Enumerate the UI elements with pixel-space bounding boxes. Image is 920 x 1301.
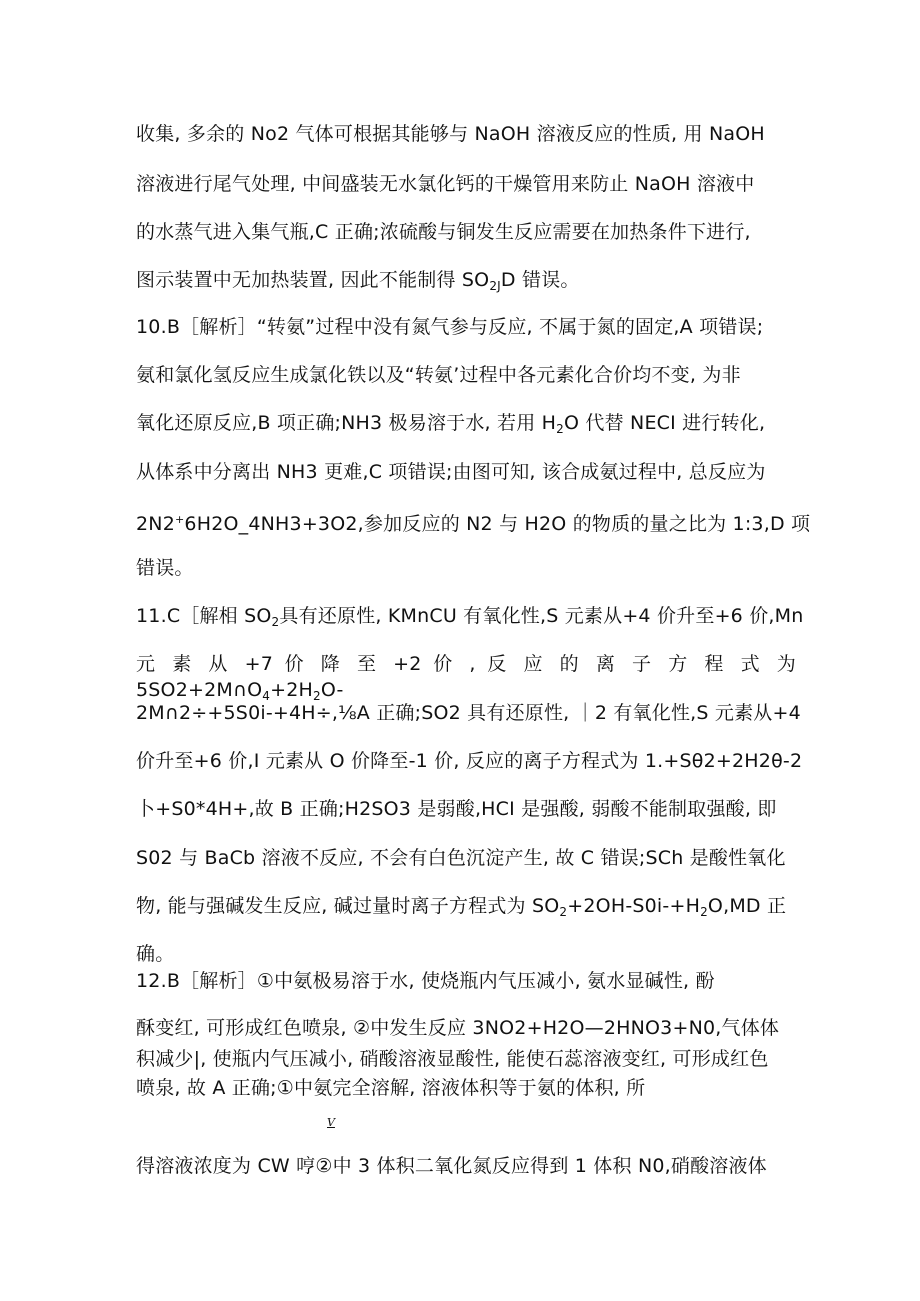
text-line <box>136 893 796 925</box>
text-line <box>136 1015 796 1041</box>
text-segment: D 错误。 <box>500 269 580 291</box>
text-segment: 6H2O_4NH3+3O2,参加反应的 N2 与 H2O 的物质的量之比为 1:3,D 项 <box>184 513 811 535</box>
text-segment: 错误。 <box>136 557 194 579</box>
text-segment: 具有还原性, KMnCU 有氧化性,S 元素从+4 价升至+6 价,Mn <box>279 605 804 627</box>
text-segment: 氧化还原反应,B 项正确;NH3 极易溶于水, 若用 H <box>136 412 557 434</box>
text-line <box>136 845 796 871</box>
subscript: 2 <box>559 905 568 919</box>
text-line <box>136 1075 796 1101</box>
text-segment: 收集, 多余的 No2 气体可根据其能够与 NaOH 溶液反应的性质, 用 NaOH <box>136 123 765 145</box>
text-segment: 10.B［解析］“转氨”过程中没有氮气参与反应, 不属于氮的固定,A 项错误; <box>136 316 764 338</box>
text-line <box>136 121 796 147</box>
text-segment: 元 素 从 +7 价 降 至 +2 价 , 反 应 的 离 子 方 程 式 为 5SO2+2M∩O <box>136 653 796 701</box>
text-line <box>136 968 796 994</box>
text-segment: +2H <box>270 679 314 701</box>
subscript: 2 <box>313 689 321 703</box>
text-line <box>136 219 796 245</box>
text-segment: 得溶液浓度为 CW 哼②中 3 体积二氧化氮反应得到 1 体积 N0,硝酸溶液体 <box>136 1155 767 1177</box>
subscript: 4 <box>262 689 271 703</box>
text-segment: 物, 能与强碱发生反应, 碱过量时离子方程式为 SO <box>136 895 560 917</box>
superscript: + <box>175 513 185 526</box>
fraction-numerator: V <box>327 1116 335 1129</box>
text-line <box>136 267 796 299</box>
text-segment: O 代替 NECI 进行转化, <box>564 412 766 434</box>
text-line <box>136 362 796 388</box>
text-segment: 确。 <box>136 943 175 965</box>
subscript: 2J <box>489 279 501 293</box>
text-segment: 图示装置中无加热装置, 因此不能制得 SO <box>136 269 490 291</box>
text-segment: 的水蒸气进入集气瓶,C 正确;浓硫酸与铜发生反应需要在加热条件下进行, <box>136 221 751 243</box>
text-segment: 11.C［解相 SO <box>136 605 272 627</box>
text-line <box>136 459 796 485</box>
subscript: 2 <box>556 422 564 436</box>
text-segment: 积减少|, 使瓶内气压减小, 硝酸溶液显酸性, 能使石蕊溶液变红, 可形成红色 <box>136 1048 769 1070</box>
text-segment: 酥变红, 可形成红色喷泉, ②中发生反应 3NO2+H2O—2HNO3+N0,气体体 <box>136 1017 780 1039</box>
text-segment: 溶液进行尾气处理, 中间盛装无水氯化钙的干燥管用来防止 NaOH 溶液中 <box>136 173 755 195</box>
text-line <box>136 1046 796 1072</box>
text-line <box>136 700 801 726</box>
text-segment: 2M∩2÷+5S0i-+4H÷,⅛A 正确;SO2 具有还原性, ｜2 有氧化性,S 元素从+4 <box>136 702 801 724</box>
text-line <box>136 748 803 774</box>
text-segment: 从体系中分离出 NH3 更难,C 项错误;由图可知, 该合成氨过程中, 总反应为 <box>136 461 766 483</box>
text-segment: 2N2 <box>136 513 175 535</box>
text-segment: O- <box>320 679 344 701</box>
text-line <box>136 941 796 967</box>
text-segment: 价升至+6 价,I 元素从 O 价降至-1 价, 反应的离子方程式为 1.+Sθ2+2H2θ-2 <box>136 750 803 772</box>
text-line <box>136 314 796 340</box>
text-segment: O,MD 正 <box>707 895 787 917</box>
text-line <box>136 410 796 442</box>
text-line <box>136 555 796 581</box>
text-segment: S02 与 BaCb 溶液不反应, 不会有白色沉淀产生, 故 C 错误;SCh 是酸性氧化 <box>136 847 786 869</box>
subscript: 2 <box>700 905 708 919</box>
text-segment: +2OH-S0i-+H <box>567 895 701 917</box>
text-segment: 12.B［解析］①中氨极易溶于水, 使烧瓶内气压减小, 氨水显碱性, 酚 <box>136 970 715 992</box>
text-segment: 氨和氯化氢反应生成氯化铁以及“转氨’过程中各元素化合价均不变, 为非 <box>136 364 741 386</box>
text-line <box>136 603 804 635</box>
text-segment: 卜+S0*4H+,故 B 正确;H2SO3 是弱酸,HCI 是强酸, 弱酸不能制取强酸, 即 <box>136 798 777 820</box>
text-segment: 喷泉, 故 A 正确;①中氨完全溶解, 溶液体积等于氨的体积, 所 <box>136 1077 646 1099</box>
text-line <box>136 1153 796 1179</box>
text-line <box>136 171 796 197</box>
text-line <box>136 796 796 822</box>
subscript: 2 <box>271 615 280 629</box>
text-line <box>136 507 811 537</box>
